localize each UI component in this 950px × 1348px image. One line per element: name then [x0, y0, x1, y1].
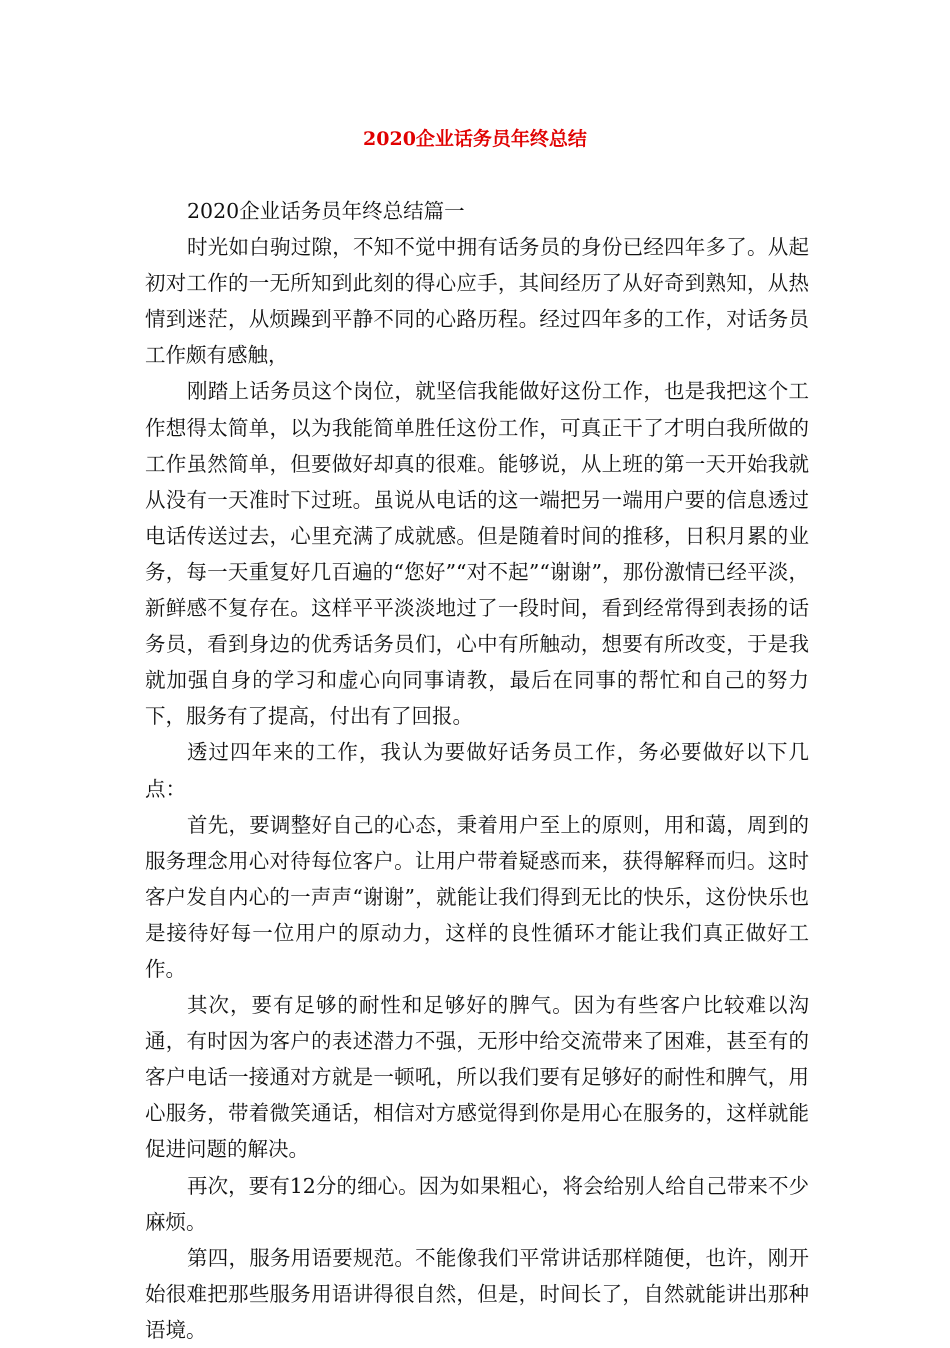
paragraph: 第四，服务用语要规范。不能像我们平常讲话那样随便，也许，刚开始很难把那些服务用语讲得很自然，但是，时间长了，自然就能讲出那种语境。: [145, 1245, 809, 1342]
paragraph: 透过四年来的工作，我认为要做好话务员工作，务必要做好以下几点：: [145, 740, 809, 801]
document-title: 2020企业话务员年终总结: [363, 128, 587, 150]
paragraph: 首先，要调整好自己的心态，秉着用户至上的原则，用和蔼，周到的服务理念用心对待每位客户。让用户带着疑惑而来，获得解释而归。这时客户发自内心的一声声“谢谢”，就能让我们得到无比的快乐，这份快乐也是接待好每一位用户的原动力，这样的良性循环才能让我们真正做好工作。: [145, 812, 809, 981]
paragraph: 时光如白驹过隙，不知不觉中拥有话务员的身份已经四年多了。从起初对工作的一无所知到此刻的得心应手，其间经历了从好奇到熟知，从热情到迷茫，从烦躁到平静不同的心路历程。经过四年多的工作，对话务员工作颇有感触，: [145, 235, 809, 368]
document-body: [145, 193, 809, 1348]
section-heading: 2020企业话务员年终总结篇一: [187, 199, 465, 223]
paragraph: 再次，要有12分的细心。因为如果粗心，将会给别人给自己带来不少麻烦。: [145, 1173, 809, 1234]
paragraph: 刚踏上话务员这个岗位，就坚信我能做好这份工作，也是我把这个工作想得太简单，以为我能简单胜任这份工作，可真正干了才明白我所做的工作虽然简单，但要做好却真的很难。能够说，从上班的第一天开始我就从没有一天准时下过班。虽说从电话的这一端把另一端用户要的信息透过电话传送过去，心里充满了成就感。但是随着时间的推移，日积月累的业务，每一天重复好几百遍的“您好”“对不起”“谢谢”，那份激情已经平淡，新鲜感不复存在。这样平平淡淡地过了一段时间，看到经常得到表扬的话务员，看到身边的优秀话务员们，心中有所触动，想要有所改变，于是我就加强自身的学习和虚心向同事请教，最后在同事的帮忙和自己的努力下，服务有了提高，付出有了回报。: [145, 379, 809, 729]
paragraph: 其次，要有足够的耐性和足够好的脾气。因为有些客户比较难以沟通，有时因为客户的表述潜力不强，无形中给交流带来了困难，甚至有的客户电话一接通对方就是一顿吼，所以我们要有足够好的耐性和脾气，用心服务，带着微笑通话，相信对方感觉得到你是用心在服务的，这样就能促进问题的解决。: [145, 993, 809, 1162]
